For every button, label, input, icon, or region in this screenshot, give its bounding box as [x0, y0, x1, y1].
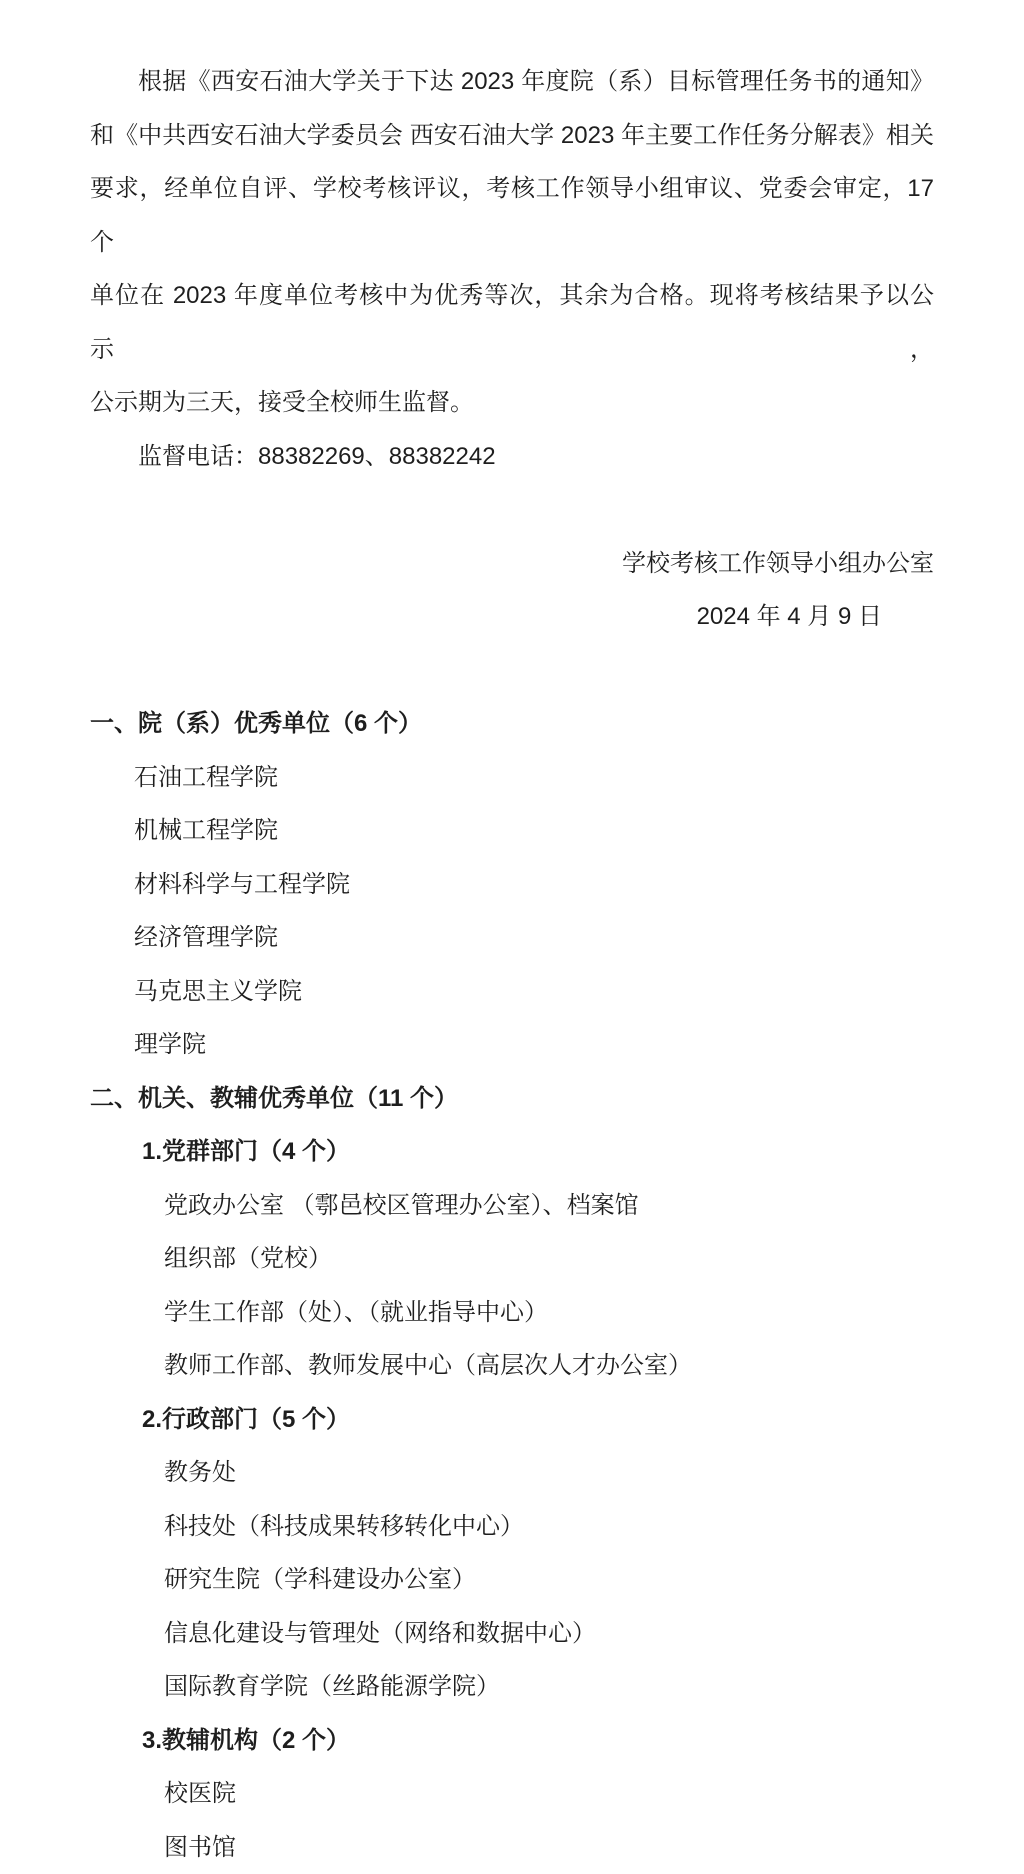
section-one-heading: 一、院（系）优秀单位（6 个） — [90, 697, 934, 751]
subsection-aux-item: 图书馆 — [90, 1821, 934, 1874]
paragraph-line: 公示期为三天，接受全校师生监督。 — [90, 376, 934, 430]
subsection-admin-item: 信息化建设与管理处（网络和数据中心） — [90, 1607, 934, 1661]
subsection-party-item: 学生工作部（处）、（就业指导中心） — [90, 1286, 934, 1340]
section-one-item: 经济管理学院 — [90, 911, 934, 965]
subsection-party-heading: 1.党群部门（4 个） — [90, 1125, 934, 1179]
subsection-aux-item: 校医院 — [90, 1767, 934, 1821]
subsection-aux-heading: 3.教辅机构（2 个） — [90, 1714, 934, 1768]
subsection-admin-item: 教务处 — [90, 1446, 934, 1500]
paragraph-line: 根据《西安石油大学关于下达 2023 年度院（系）目标管理任务书的通知》 — [90, 55, 934, 109]
signature-date-line: 2024 年 4 月 9 日 — [90, 590, 934, 644]
subsection-party-item: 教师工作部、教师发展中心（高层次人才办公室） — [90, 1339, 934, 1393]
section-two-heading: 二、机关、教辅优秀单位（11 个） — [90, 1072, 934, 1126]
subsection-party-item: 党政办公室 （鄠邑校区管理办公室）、档案馆 — [90, 1179, 934, 1233]
paragraph-line: 要求，经单位自评、学校考核评议，考核工作领导小组审议、党委会审定，17 个 — [90, 162, 934, 269]
section-one-item: 理学院 — [90, 1018, 934, 1072]
section-one-item: 机械工程学院 — [90, 804, 934, 858]
subsection-admin-item: 科技处（科技成果转移转化中心） — [90, 1500, 934, 1554]
section-one-item: 材料科学与工程学院 — [90, 858, 934, 912]
section-one-item: 石油工程学院 — [90, 751, 934, 805]
paragraph-line: 单位在 2023 年度单位考核中为优秀等次，其余为合格。现将考核结果予以公示， — [90, 269, 934, 376]
signature-office-line: 学校考核工作领导小组办公室 — [90, 537, 934, 591]
subsection-admin-item: 研究生院（学科建设办公室） — [90, 1553, 934, 1607]
subsection-admin-heading: 2.行政部门（5 个） — [90, 1393, 934, 1447]
section-one-item: 马克思主义学院 — [90, 965, 934, 1019]
subsection-admin-item: 国际教育学院（丝路能源学院） — [90, 1660, 934, 1714]
subsection-party-item: 组织部（党校） — [90, 1232, 934, 1286]
supervision-phone-line: 监督电话：88382269、88382242 — [90, 430, 934, 484]
paragraph-line: 和《中共西安石油大学委员会 西安石油大学 2023 年主要工作任务分解表》相关 — [90, 109, 934, 163]
